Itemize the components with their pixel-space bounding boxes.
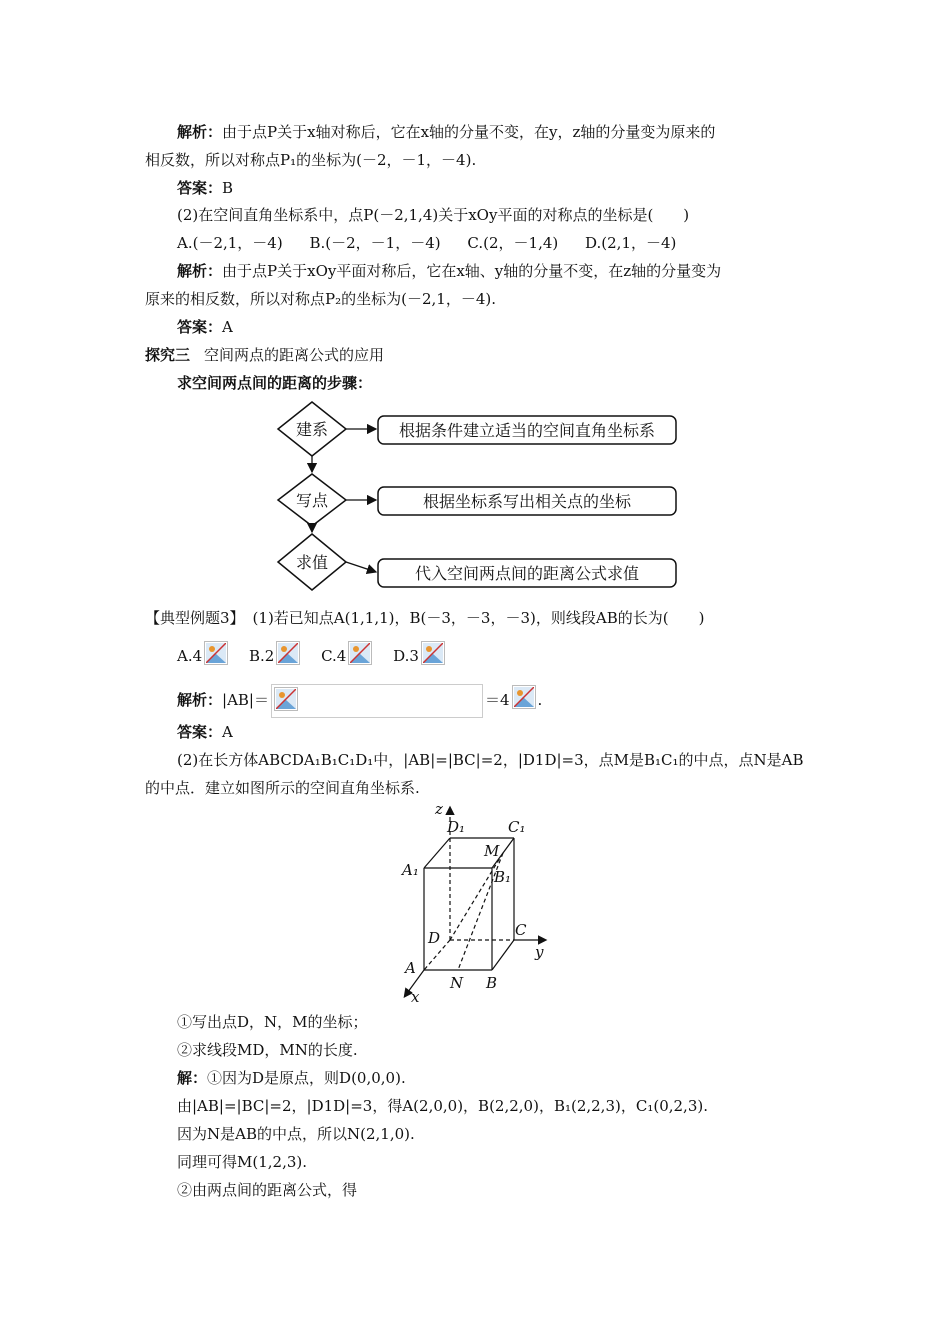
- option-d: D.3: [393, 647, 419, 665]
- analysis-1: [177, 122, 715, 142]
- image-placeholder-icon: [274, 687, 298, 711]
- solution-line-2: 因为N是AB的中点，所以N(2,1,0).: [177, 1125, 415, 1143]
- label-y: y: [535, 943, 544, 961]
- analysis-3: [177, 683, 542, 718]
- option-c: C.4: [321, 647, 347, 665]
- answer-1: [177, 178, 233, 198]
- example-label: 【典型例题3】: [145, 609, 245, 627]
- option-a: A.4: [177, 647, 203, 665]
- task-2: ②求线段MD，MN的长度.: [177, 1041, 358, 1059]
- box-2-label: 根据坐标系写出相关点的坐标: [422, 492, 632, 511]
- formula-image-placeholder: [271, 684, 483, 718]
- solution-line-3: 同理可得M(1,2,3).: [177, 1153, 307, 1171]
- image-placeholder-icon: [421, 641, 445, 665]
- steps-flowchart: [270, 400, 682, 592]
- solution-line-1: 由|AB|=|BC|=2，|D1D|=3，得A(2,0,0)，B(2,2,0)，B₁(2,2,3)，C₁(0,2,3).: [177, 1097, 708, 1115]
- image-placeholder-icon: [348, 641, 372, 665]
- edge-a1d1: [424, 838, 450, 868]
- steps-title-text: 求空间两点间的距离的步骤：: [177, 374, 373, 392]
- image-placeholder-icon: [276, 641, 300, 665]
- formula-prefix: |AB|＝: [222, 691, 269, 709]
- label-d: D: [428, 929, 441, 947]
- question-4-cont: 的中点．建立如图所示的空间直角坐标系.: [145, 779, 420, 797]
- box-3-label: 代入空间两点间的距离公式求值: [414, 564, 640, 583]
- formula-end: .: [537, 691, 543, 709]
- example-3-options: [177, 641, 447, 666]
- answer-label: 答案：: [177, 318, 223, 336]
- analysis-2: [177, 261, 721, 281]
- image-placeholder-icon: [204, 641, 228, 665]
- analysis-label: 解析：: [177, 262, 223, 280]
- analysis-text: 由于点P关于xOy平面对称后，它在x轴、y轴的分量不变，在z轴的分量变为: [222, 262, 722, 280]
- label-b1: B₁: [494, 868, 512, 886]
- solution-start: [177, 1068, 406, 1088]
- question-2: (2)在空间直角坐标系中，点P(－2,1,4)关于xOy平面的对称点的坐标是( ): [177, 206, 690, 224]
- diamond-3-label: 求值: [295, 553, 329, 572]
- section-label: 探究三: [145, 346, 191, 364]
- box-1-label: 根据条件建立适当的空间直角坐标系: [398, 421, 656, 440]
- section-heading: [145, 345, 384, 365]
- label-m: M: [484, 842, 500, 860]
- formula-result: ＝4: [484, 691, 510, 709]
- label-a1: A₁: [402, 861, 419, 879]
- diamond-1-label: 建系: [295, 420, 329, 439]
- answer-3: [177, 722, 233, 742]
- label-b: B: [486, 974, 498, 992]
- label-n: N: [450, 974, 464, 992]
- question-4: (2)在长方体ABCDA₁B₁C₁D₁中，|AB|=|BC|=2，|D1D|=3，点M是B₁C₁的中点，点N是AB: [177, 751, 804, 769]
- section-title: 空间两点的距离公式的应用: [204, 346, 385, 364]
- label-z: z: [435, 800, 443, 818]
- question-2-options: [177, 233, 676, 253]
- label-d1: D₁: [447, 818, 466, 836]
- solution-line-4: ②由两点间的距离公式，得: [177, 1181, 358, 1199]
- answer-label: 答案：: [177, 723, 223, 741]
- cuboid-figure: [395, 800, 555, 1005]
- analysis-text: 由于点P关于x轴对称后，它在x轴的分量不变，在y，z轴的分量变为原来的: [222, 123, 716, 141]
- solution-label: 解：: [177, 1069, 208, 1087]
- analysis-2-cont: 原来的相反数，所以对称点P₂的坐标为(－2,1，－4).: [145, 290, 496, 308]
- example-text: (1)若已知点A(1,1,1)，B(－3，－3，－3)，则线段AB的长为( ): [252, 609, 705, 627]
- analysis-label: 解析：: [177, 691, 223, 709]
- analysis-label: 解析：: [177, 123, 223, 141]
- option-a: A.(－2,1，－4): [177, 234, 283, 252]
- answer-2: [177, 317, 233, 337]
- label-c: C: [515, 921, 527, 939]
- answer-value: B: [222, 179, 234, 197]
- label-x: x: [411, 988, 420, 1005]
- diamond-2-label: 写点: [295, 491, 329, 510]
- answer-value: A: [222, 723, 233, 741]
- answer-label: 答案：: [177, 179, 223, 197]
- segment-md: [450, 853, 503, 940]
- task-1: ①写出点D，N，M的坐标；: [177, 1013, 368, 1031]
- analysis-1-cont: 相反数，所以对称点P₁的坐标为(－2，－1，－4).: [145, 151, 477, 169]
- label-c1: C₁: [508, 818, 526, 836]
- label-a: A: [405, 959, 416, 977]
- steps-title: [177, 373, 372, 393]
- option-b: B.2: [248, 647, 275, 665]
- option-b: B.(－2，－1，－4): [309, 234, 441, 252]
- example-3: [145, 608, 704, 628]
- image-placeholder-icon: [512, 685, 536, 709]
- solution-text: ①因为D是原点，则D(0,0,0).: [207, 1069, 406, 1087]
- option-d: D.(2,1，－4): [585, 234, 677, 252]
- answer-value: A: [222, 318, 233, 336]
- arrow-right-3: [346, 562, 376, 572]
- option-c: C.(2，－1,4): [467, 234, 559, 252]
- edge-bc: [492, 940, 514, 970]
